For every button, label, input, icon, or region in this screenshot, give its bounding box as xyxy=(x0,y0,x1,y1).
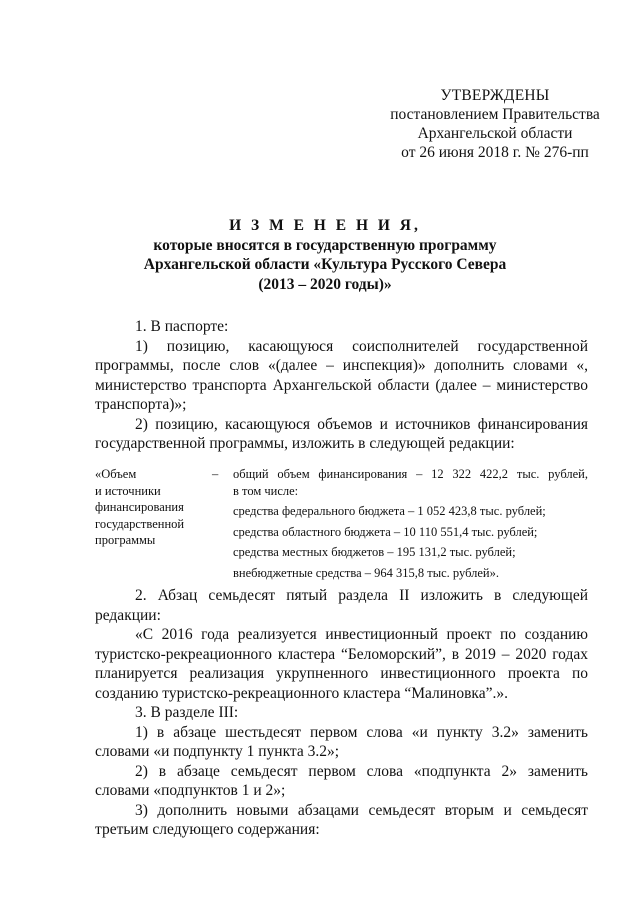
section-1-item-1: 1) позицию, касающуюся соисполнителей государственной программы, после слов «(далее – инспекция)» дополнить словами «, министерство транспорта Архангельской области (далее – министерство транспорта)»; xyxy=(95,337,588,413)
approval-heading: УТВЕРЖДЕНЫ xyxy=(440,87,550,104)
title-line: которые вносятся в государственную программу xyxy=(153,236,497,254)
financing-federal: средства федерального бюджета – 1 052 423,8 тыс. рублей; xyxy=(233,504,546,518)
financing-label-line: финансирования xyxy=(95,500,184,514)
section-1-heading: 1. В паспорте: xyxy=(135,318,229,335)
section-3-heading: 3. В разделе III: xyxy=(135,704,239,721)
financing-label-line: «Объем xyxy=(95,467,137,481)
section-3-item-1: 1) в абзаце шестьдесят первом слова «и пункту 3.2» заменить словами «и подпункту 1 пункта 3.2»; xyxy=(95,723,588,760)
financing-dash: – xyxy=(212,467,219,481)
section-3-item-2: 2) в абзаце семьдесят первом слова «подпункта 2» заменить словами «подпунктов 1 и 2»; xyxy=(95,762,588,799)
document-title xyxy=(95,216,555,294)
financing-label-line: государственной xyxy=(95,516,185,531)
section-2-text: «С 2016 года реализуется инвестиционный проект по созданию туристско-рекреационного кластера “Беломорский”, в 2019 – 2020 годах планируется реализация укрупненного инвестиционного проекта по созданию туристско-рекреационного кластера “Малиновка”.». xyxy=(95,626,588,702)
title-line: Архангельской области «Культура Русского Севера xyxy=(143,256,507,273)
section-2-heading: 2. Абзац семьдесят пятый раздела II изложить в следующей редакции: xyxy=(95,587,588,624)
approval-stamp xyxy=(370,86,620,162)
approval-line: постановлением Правительства xyxy=(390,106,600,123)
section-3-item-3: 3) дополнить новыми абзацами семьдесят вторым и семьдесят третьим следующего содержания: xyxy=(95,801,588,838)
title-heading: И З М Е Н Е Н И Я, xyxy=(229,217,421,234)
section-1-item-2: 2) позицию, касающуюся объемов и источников финансирования государственной программы, изложить в следующей редакции: xyxy=(95,415,588,452)
financing-regional: средства областного бюджета – 10 110 551,4 тыс. рублей; xyxy=(233,524,538,539)
approval-line: Архангельской области xyxy=(417,125,573,142)
financing-including: в том числе: xyxy=(233,483,299,498)
financing-total: общий объем финансирования – 12 322 422,2 тыс. рублей, xyxy=(233,467,588,481)
financing-label xyxy=(95,466,210,549)
financing-extra: внебюджетные средства – 964 315,8 тыс. рублей». xyxy=(233,565,499,580)
financing-label-line: программы xyxy=(95,533,156,547)
financing-label-line: и источники xyxy=(95,483,161,498)
title-line: (2013 – 2020 годы)» xyxy=(258,275,392,293)
financing-values xyxy=(233,466,588,585)
approval-date: от 26 июня 2018 г. № 276-пп xyxy=(401,144,589,161)
sections-2-3 xyxy=(95,586,588,840)
section-1 xyxy=(95,317,588,454)
financing-local: средства местных бюджетов – 195 131,2 тыс. рублей; xyxy=(233,545,516,559)
